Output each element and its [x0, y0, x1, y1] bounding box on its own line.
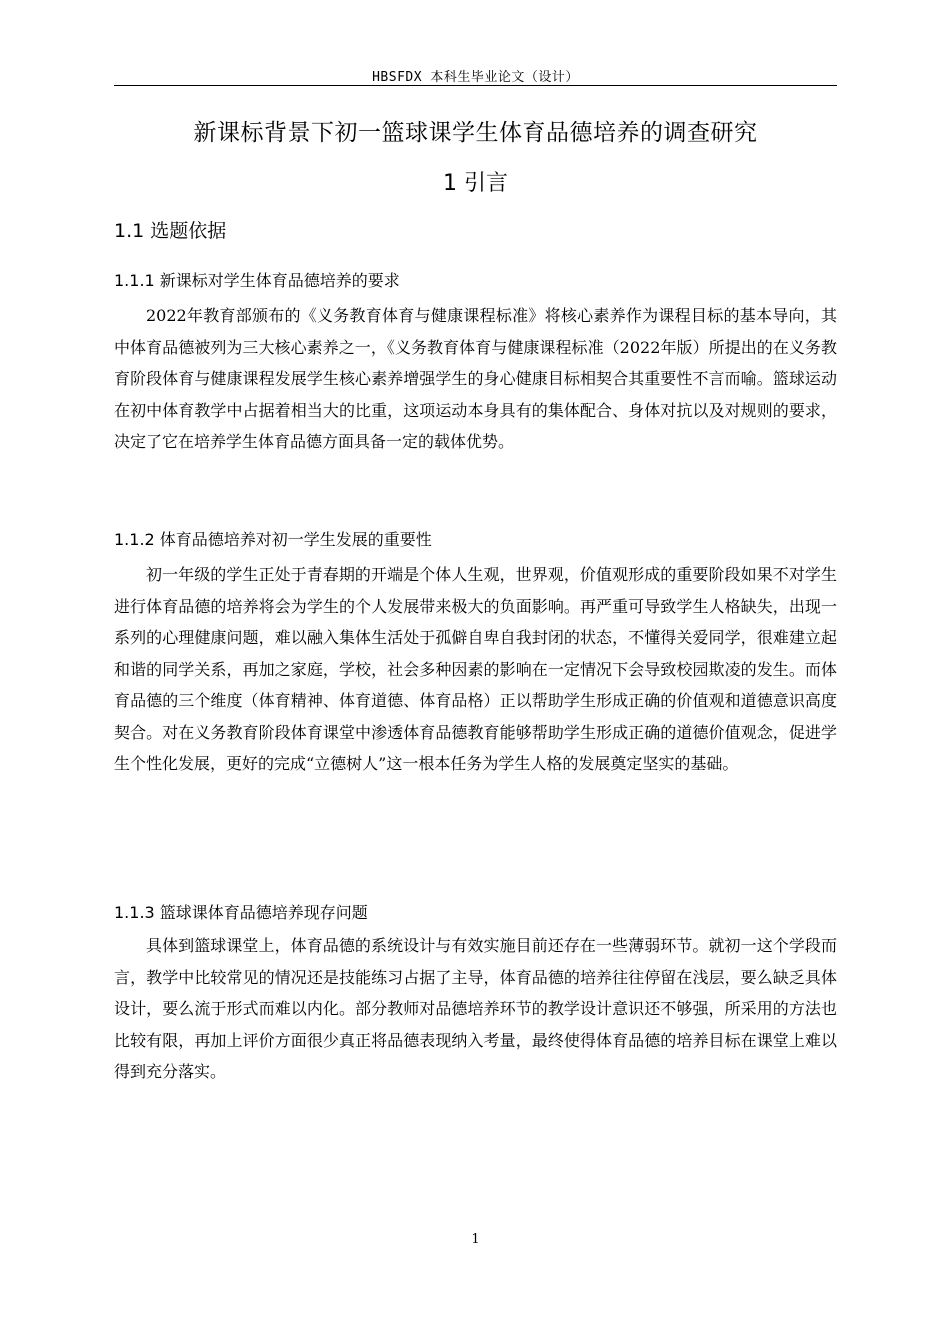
paragraph-1: 2022年教育部颁布的《义务教育体育与健康课程标准》将核心素养作为课程目标的基本导向，其中体育品德被列为三大核心素养之一，《义务教育体育与健康课程标准（2022年版）所提出的在义务教育阶段体育与健康课程发展学生核心素养增强学生的身心健康目标相契合其重要性不言而喻。篮球运动在初中体育教学中占据着相当大的比重，这项运动本身具有的集体配合、身体对抗以及对规则的要求，决定了它在培养学生体育品德方面具备一定的载体优势。: [114, 306, 837, 451]
subsection-heading-3: 1.1.3 篮球课体育品德培养现存问题: [114, 903, 368, 922]
running-header: HBSFDX 本科生毕业论文（设计）: [372, 70, 579, 85]
page-number: 1: [471, 1232, 480, 1247]
paragraph-3: 具体到篮球课堂上，体育品德的系统设计与有效实施目前还存在一些薄弱环节。就初一这个学段而言，教学中比较常见的情况还是技能练习占据了主导，体育品德的培养往往停留在浅层，要么缺乏具体设计，要么流于形式而难以内化。部分教师对品德培养环节的教学设计意识还不够强，所采用的方法也比较有限，再加上评价方面很少真正将品德表现纳入考量，最终使得体育品德的培养目标在课堂上难以得到充分落实。: [114, 936, 837, 1081]
document-title: 新课标背景下初一篮球课学生体育品德培养的调查研究: [193, 120, 758, 146]
paragraph-2: 初一年级的学生正处于青春期的开端是个体人生观，世界观，价值观形成的重要阶段如果不对学生进行体育品德的培养将会为学生的个人发展带来极大的负面影响。再严重可导致学生人格缺失，出现一系列的心理健康问题，难以融入集体生活处于孤僻自卑自我封闭的状态，不懂得关爱同学，很难建立起和谐的同学关系，再加之家庭，学校，社会多种因素的影响在一定情况下会导致校园欺凌的发生。而体育品德的三个维度（体育精神、体育道德、体育品格）正以帮助学生形成正确的价值观和道德意识高度契合。对在义务教育阶段体育课堂中渗透体育品德教育能够帮助学生形成正确的道德价值观念，促进学生个性化发展，更好的完成“立德树人”这一根本任务为学生人格的发展奠定坚实的基础。: [114, 565, 837, 773]
section-heading: 1.1 选题依据: [114, 220, 227, 242]
subsection-heading-2: 1.1.2 体育品德培养对初一学生发展的重要性: [114, 530, 432, 549]
chapter-heading: 1 引言: [443, 171, 508, 196]
subsection-heading-1: 1.1.1 新课标对学生体育品德培养的要求: [114, 271, 400, 290]
header-rule: [114, 85, 837, 86]
